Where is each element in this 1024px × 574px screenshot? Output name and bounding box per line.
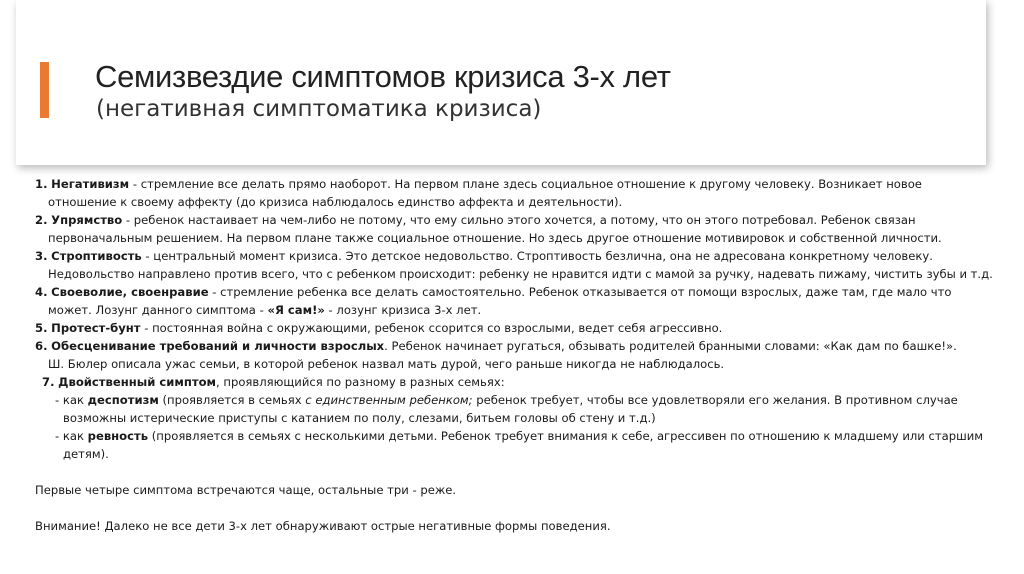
item-number: 6. [35, 339, 48, 353]
item-text: , проявляющийся по разному в разных семьях: [216, 375, 505, 389]
item-text: . Ребенок начинает ругаться, обзывать родителей бранными словами: «Как дам по башке!». [384, 339, 957, 353]
symptom-item-2 [35, 211, 1020, 247]
item-term: Негативизм [51, 177, 130, 191]
item-text-cont: Недовольство направлено против всего, что с ребенком происходит: ребенку не нравится идти с мамой за ручку, надевать пижаму, чистить зубы и т.д. [48, 267, 993, 281]
note-frequency: Первые четыре симптома встречаются чаще, остальные три - реже. [35, 483, 457, 497]
symptom-item-5 [35, 319, 1020, 337]
item-text: - стремление все делать прямо наоборот. На первом плане здесь социальное отношение к другому человеку. Возникает новое [129, 177, 922, 191]
item-text-cont-end: - лозунг кризиса 3-х лет. [324, 303, 482, 317]
item-number: 7. [42, 375, 55, 389]
sub-item-term: ревность [87, 429, 149, 443]
item-text-cont: Ш. Бюлер описала ужас семьи, в которой ребенок назвал мать дурой, чего раньше никогда не наблюдалось. [48, 357, 725, 371]
item-text: - постоянная война с окружающими, ребенок ссорится со взрослыми, ведет себя агрессивно. [140, 321, 723, 335]
item-term: Своеволие, своенравие [51, 285, 209, 299]
italic-phrase: с единственным ребенком; [305, 393, 473, 407]
item-text: - ребенок настаивает на чем-либо не потому, что ему сильно этого хочется, а потому, что он этого потребовал. Ребенок связан [122, 213, 916, 227]
slogan: «Я сам!» [267, 303, 325, 317]
item-text: - стремление ребенка все делать самостоятельно. Ребенок отказывается от помощи взрослых, даже там, где мало что [208, 285, 952, 299]
item-term: Двойственный симптом [58, 375, 217, 389]
item-text-cont: первоначальным решением. На первом плане также социальное отношение. Но здесь другое отношение мотивировок и собственной личности. [48, 231, 942, 245]
symptom-item-1 [35, 175, 1020, 211]
item-text-cont: отношение к своему аффекту (до кризиса наблюдалось единство аффекта и деятельности). [48, 195, 623, 209]
sub-item-jealousy: - как ревность (проявляется в семьях с несколькими детьми. Ребенок требует внимания к себе, агрессивен по отношению к младшему или старшим [55, 429, 983, 443]
slide-title: Семизвездие симптомов кризиса 3-х лет [95, 59, 671, 94]
item-number: 3. [35, 249, 48, 263]
item-number: 5. [35, 321, 48, 335]
sub-item-text-cont: детям). [63, 447, 109, 461]
sub-item-text-cont: возможны истерические приступы с катанием по полу, слезами, битьем головы об стену и т.д.) [63, 411, 656, 425]
symptom-list [35, 175, 1020, 535]
note-attention: Внимание! Далеко не все дети 3-х лет обнаруживают острые негативные формы поведения. [35, 519, 611, 533]
item-number: 2. [35, 213, 48, 227]
item-text-cont: может. Лозунг данного симптома - [48, 303, 268, 317]
item-text: - центральный момент кризиса. Это детское недовольство. Строптивость безлична, она не адресована конкретному человеку. [141, 249, 933, 263]
symptom-item-3 [35, 247, 1020, 283]
item-term: Обесценивание требований и личности взрослых [51, 339, 385, 353]
item-number: 1. [35, 177, 48, 191]
title-accent-bar [40, 62, 49, 118]
sub-item-despotism: - как деспотизм (проявляется в семьях с единственным ребенком; ребенок требует, чтобы все удовлетворяли его желания. В противном случае [55, 393, 958, 407]
item-number: 4. [35, 285, 48, 299]
symptom-item-4 [35, 283, 1020, 319]
slide-subtitle: (негативная симптоматика кризиса) [96, 96, 542, 122]
sub-item-term: деспотизм [87, 393, 159, 407]
item-term: Упрямство [51, 213, 123, 227]
item-term: Протест-бунт [51, 321, 141, 335]
symptom-item-6 [35, 337, 1020, 373]
item-term: Строптивость [51, 249, 142, 263]
symptom-item-7 [35, 373, 1020, 463]
